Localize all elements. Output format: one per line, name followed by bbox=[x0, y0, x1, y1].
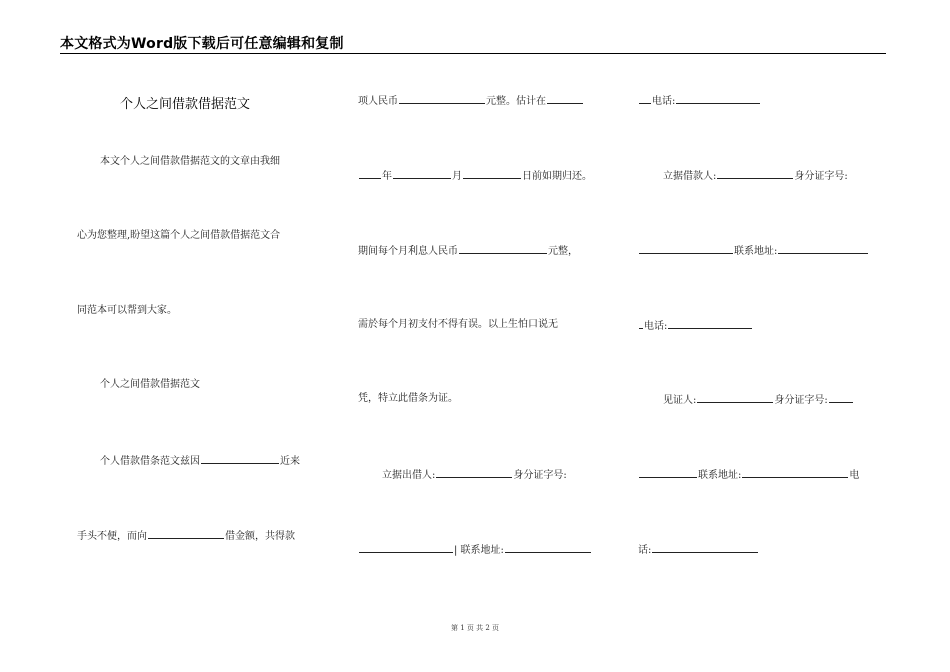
page-number: 第 1 页 共 2 页 bbox=[450, 624, 500, 632]
col2-line-4 bbox=[358, 318, 558, 332]
col3-line-4 bbox=[638, 318, 753, 334]
text: 见证人: bbox=[663, 395, 697, 406]
fill-blank bbox=[399, 93, 485, 104]
header-divider bbox=[60, 53, 886, 54]
text: 本文个人之间借款借据范文的文章由我细 bbox=[100, 156, 280, 167]
col1-line-3 bbox=[77, 304, 177, 318]
text: 元整， bbox=[548, 246, 578, 257]
text: 话: bbox=[638, 545, 652, 556]
document-title: 个人之间借款借据范文 bbox=[120, 97, 251, 112]
fill-blank bbox=[201, 453, 279, 464]
fill-blank bbox=[829, 392, 853, 403]
col2-line-1 bbox=[358, 93, 584, 109]
text: 个人借款借条范文兹因 bbox=[100, 456, 200, 467]
col1-line-5 bbox=[100, 453, 300, 469]
text: 电 bbox=[849, 470, 860, 481]
text: 手头不便，而向 bbox=[77, 531, 147, 542]
text: 近来 bbox=[280, 456, 300, 467]
fill-blank bbox=[717, 168, 793, 179]
col2-line-3 bbox=[358, 243, 578, 259]
text: 借金额，共得款 bbox=[225, 531, 295, 542]
col1-line-6 bbox=[77, 528, 295, 544]
col3-line-6 bbox=[638, 467, 859, 483]
fill-blank bbox=[652, 542, 758, 553]
fill-blank bbox=[359, 168, 381, 179]
text: 立据出借人: bbox=[382, 470, 436, 481]
text: 立据借款人: bbox=[663, 171, 717, 182]
text: 个人之间借款借据范文 bbox=[100, 379, 200, 390]
col1-line-4 bbox=[100, 378, 200, 392]
fill-blank bbox=[676, 93, 760, 104]
text: 年 bbox=[382, 171, 392, 182]
text: 元整。估计在 bbox=[486, 96, 546, 107]
text: 联系地址: bbox=[734, 246, 778, 257]
col3-line-3 bbox=[638, 243, 869, 259]
col2-line-7 bbox=[358, 542, 592, 558]
text: 电话: bbox=[652, 96, 676, 107]
fill-blank bbox=[505, 542, 591, 553]
fill-blank bbox=[697, 392, 773, 403]
col1-line-2 bbox=[77, 229, 280, 243]
fill-blank bbox=[547, 93, 583, 104]
fill-blank bbox=[742, 467, 848, 478]
col2-line-2 bbox=[358, 168, 592, 184]
fill-blank bbox=[393, 168, 451, 179]
text: 联系地址: bbox=[698, 470, 742, 481]
fill-blank bbox=[639, 467, 697, 478]
header-title: 本文格式为Word版下载后可任意编辑和复制 bbox=[60, 36, 344, 52]
text: 凭，特立此借条为证。 bbox=[358, 393, 458, 404]
text: | 联系地址: bbox=[454, 545, 504, 556]
col2-line-5 bbox=[358, 392, 458, 406]
col1-line-1 bbox=[100, 155, 280, 169]
fill-blank bbox=[668, 318, 752, 329]
text: 需於每个月初支付不得有误。以上生怕口说无 bbox=[358, 319, 558, 330]
fill-blank bbox=[639, 93, 651, 104]
fill-blank bbox=[148, 528, 224, 539]
text: 日前如期归还。 bbox=[522, 171, 592, 182]
col3-line-7 bbox=[638, 542, 759, 558]
text: 身分证字号: bbox=[513, 470, 567, 481]
text: 期间每个月利息人民币 bbox=[358, 246, 458, 257]
col3-line-1 bbox=[638, 93, 761, 109]
fill-blank bbox=[463, 168, 521, 179]
text: 同范本可以帮到大家。 bbox=[77, 305, 177, 316]
fill-blank bbox=[639, 243, 733, 254]
text: 月 bbox=[452, 171, 462, 182]
col3-line-5 bbox=[663, 392, 854, 408]
fill-blank bbox=[359, 542, 453, 553]
fill-blank bbox=[778, 243, 868, 254]
text: 电话: bbox=[644, 321, 668, 332]
col3-line-2 bbox=[663, 168, 848, 184]
text: 项人民币 bbox=[358, 96, 398, 107]
text: 身分证字号: bbox=[774, 395, 828, 406]
fill-blank bbox=[436, 467, 512, 478]
fill-blank bbox=[639, 318, 643, 329]
col2-line-6 bbox=[382, 467, 567, 483]
fill-blank bbox=[459, 243, 547, 254]
text: 心为您整理,盼望这篇个人之间借款借据范文合 bbox=[77, 230, 281, 241]
text: 身分证字号: bbox=[794, 171, 848, 182]
